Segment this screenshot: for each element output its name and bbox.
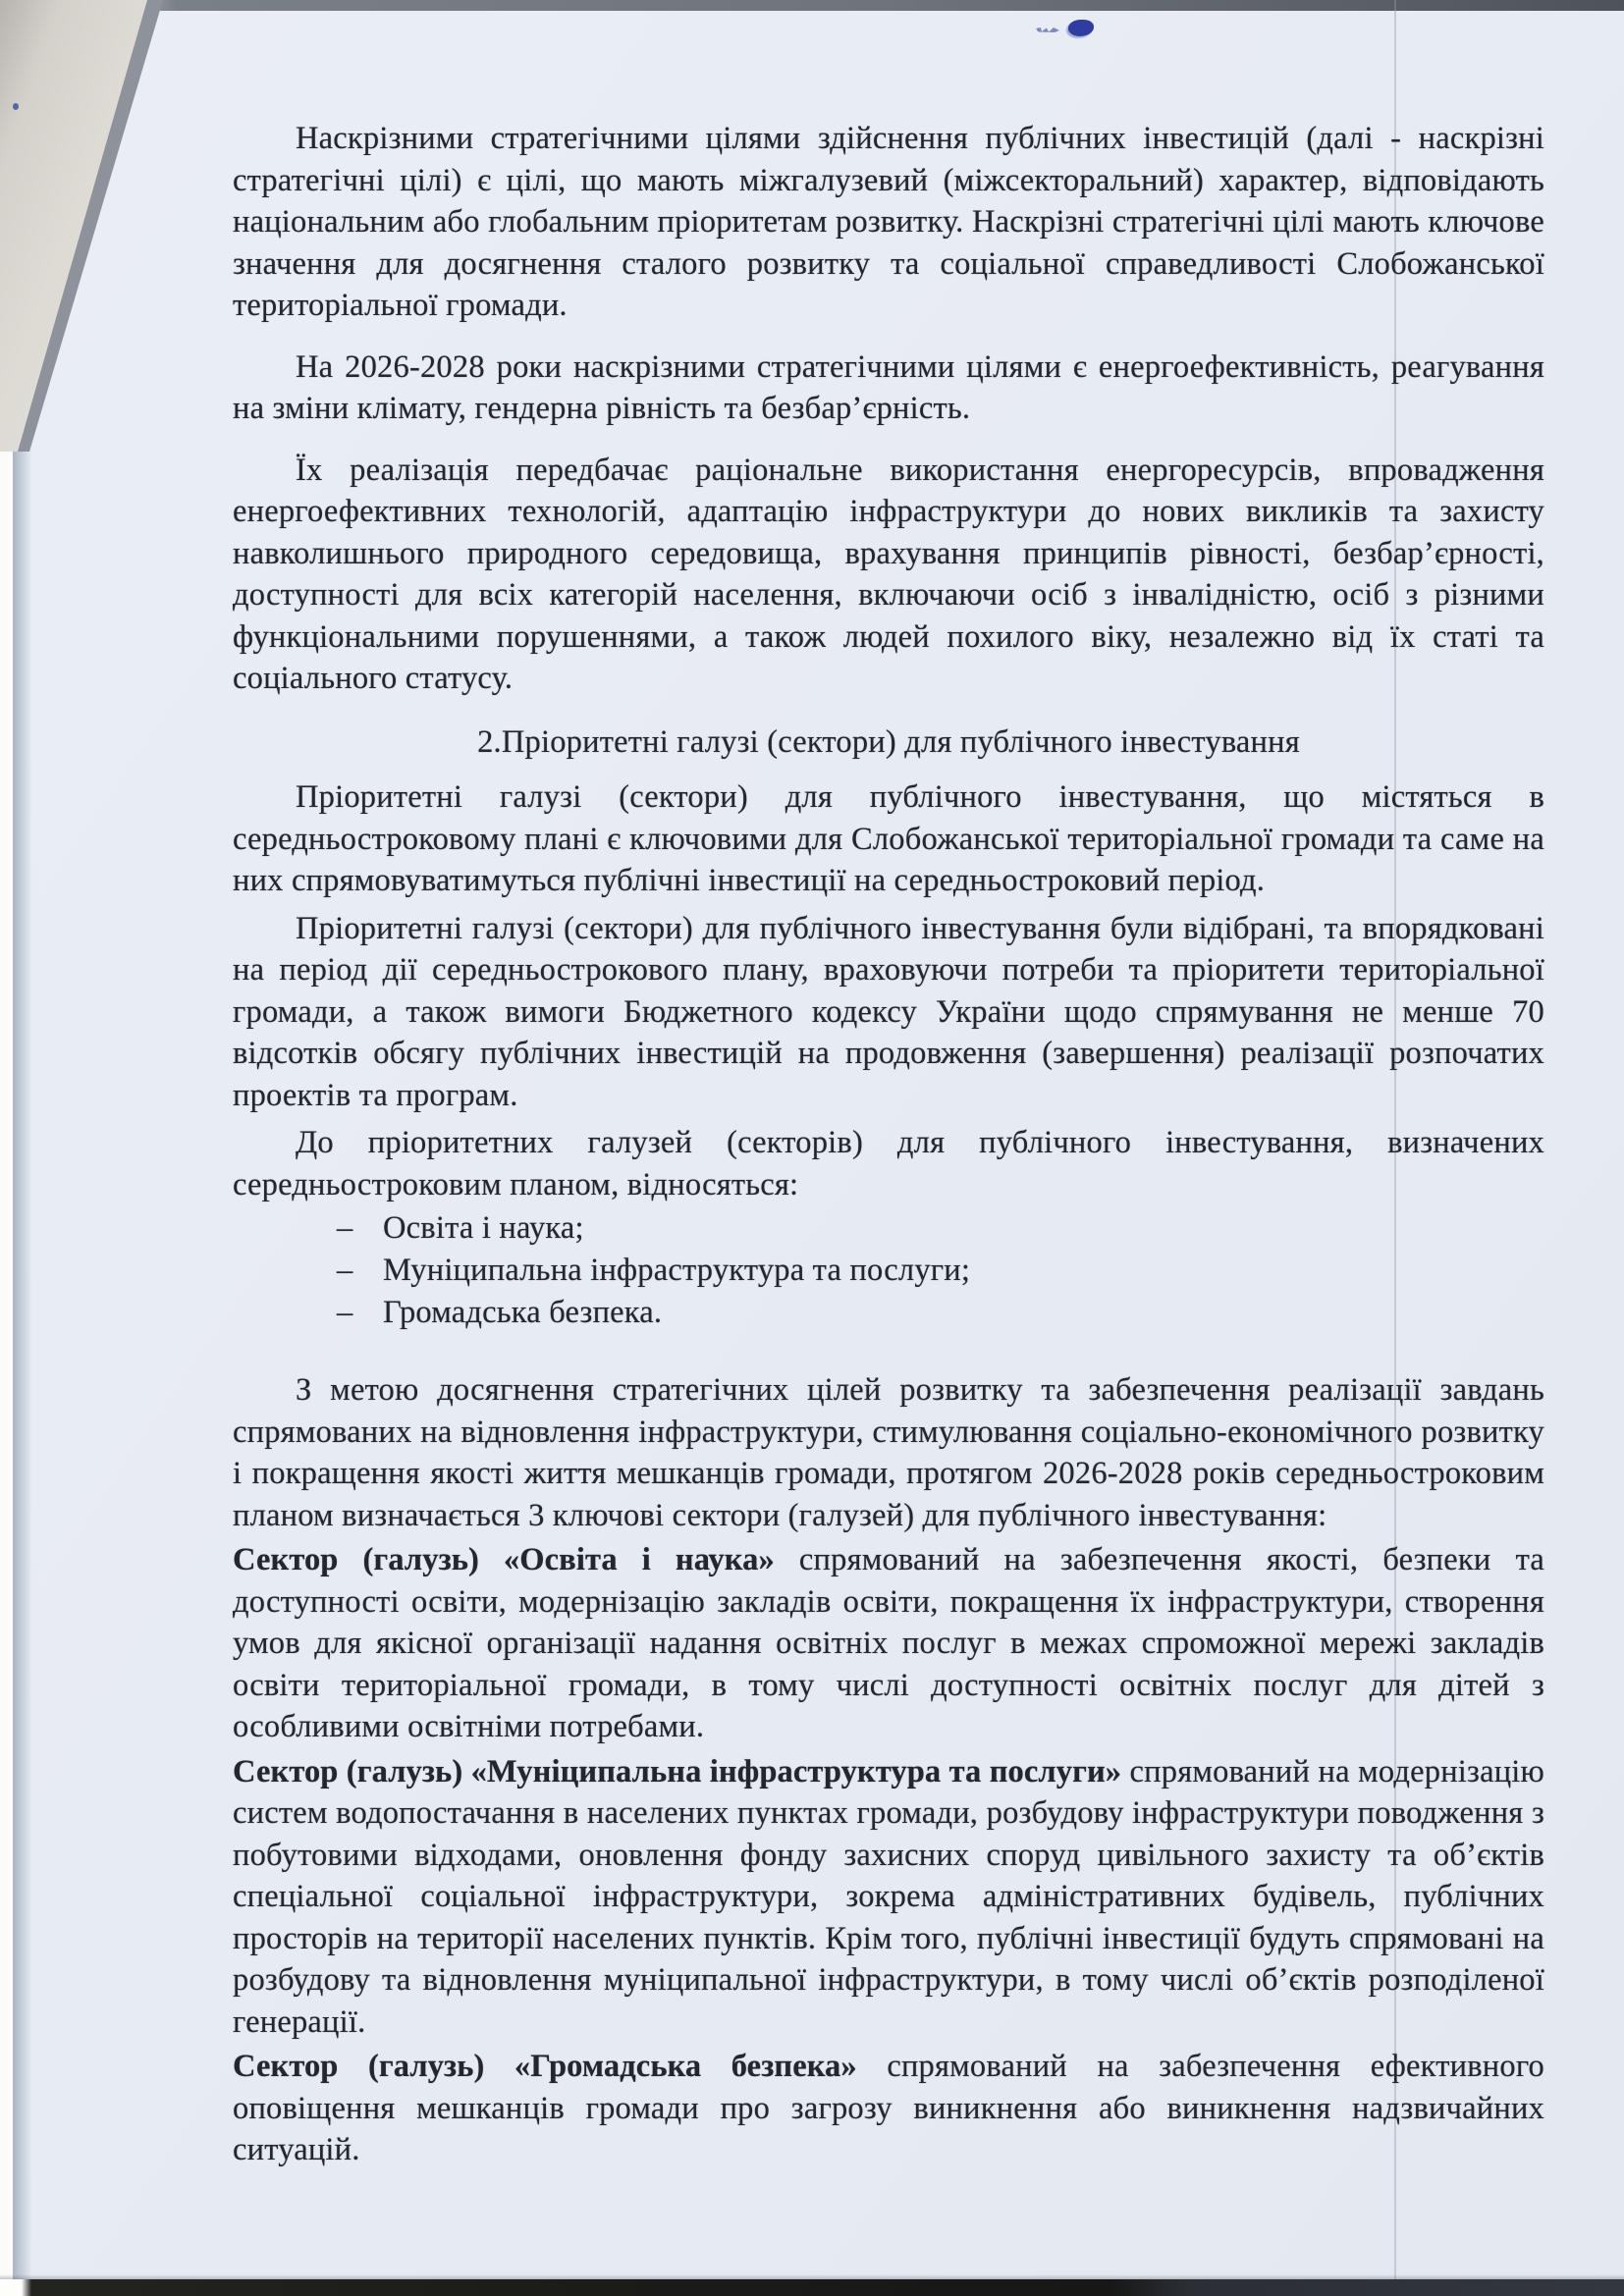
sector-education-name: Сектор (галузь) «Освіта і наука» <box>233 1542 775 1577</box>
list-item <box>233 1292 1544 1334</box>
paragraph-goals-2026-2028: На 2026-2028 роки наскрізними стратегічними цілями є енергоефективність, реагування на зміни клімату, гендерна рівність та безбар’єрність. <box>233 348 1544 426</box>
paragraph-priority-definition: Пріоритетні галузі (сектори) для публічного інвестування, що містяться в середньостроковому плані є ключовими для Слобожанської територіальної громади та саме на них спрямовуватимуться публічні інвестиції на середньостроковий період. <box>233 779 1544 898</box>
list-item <box>233 1250 1544 1292</box>
sector-safety-description: спрямований на забезпечення ефективного оповіщення мешканців громади про загрозу виникнення або виникнення надзвичайних ситуацій. <box>233 2049 1544 2167</box>
paragraph-list-intro: До пріоритетних галузей (секторів) для публічного інвестування, визначених середньостроковим планом, відносяться: <box>233 1125 1544 1202</box>
list-item-label: Освіта і наука; <box>383 1210 584 1246</box>
paragraph-sector-municipal <box>233 1751 1544 2044</box>
paragraph-sector-education <box>233 1539 1544 1748</box>
list-item-label: Муніципальна інфраструктура та послуги; <box>383 1253 971 1288</box>
list-item <box>233 1207 1544 1250</box>
sector-municipal-name: Сектор (галузь) «Муніципальна інфраструктура та послуги» <box>233 1753 1122 1789</box>
left-edge-ink-dot <box>13 103 19 110</box>
scan-bottom-edge-shadow <box>0 2279 1624 2296</box>
paragraph-purpose: З метою досягнення стратегічних цілей розвитку та забезпечення реалізації завдань спрямованих на відновлення інфраструктури, стимулювання соціально-економічного розвитку і покращення якості життя мешканців громади, протягом 2026-2028 років середньостроковим планом визначається 3 ключові сектори (галузей) для публічного інвестування: <box>233 1372 1544 1533</box>
sector-municipal-description: спрямований на модернізацію систем водопостачання в населених пунктах громади, розбудову інфраструктури поводження з побутовими відходами, оновлення фонду захисних споруд цивільного захисту та об’єктів спеціальної соціальної інфраструктури, зокрема адміністративних будівель, публічних просторів на території населених пунктів. Крім того, публічні інвестиції будуть спрямовані на розбудову та відновлення муніципальної інфраструктури, в тому числі об’єктів розподіленої генерації. <box>233 1753 1545 2040</box>
paragraph-sector-safety <box>233 2046 1544 2171</box>
paragraph-priority-selection: Пріоритетні галузі (сектори) для публічного інвестування були відібрані, та впорядковані на період дії середньострокового плану, враховуючи потреби та пріоритети територіальної громади, а також вимоги Бюджетного кодексу України щодо спрямування не менше 70 відсотків обсягу публічних інвестицій на продовження (завершення) реалізації розпочатих проектів та програм. <box>233 910 1544 1113</box>
sector-education-description: спрямований на забезпечення якості, безпеки та доступності освіти, модернізацію закладів освіти, покращення їх інфраструктури, створення умов для якісної організації надання освітніх послуг в межах спроможної мережі закладів освіти територіальної громади, в тому числі доступності освітніх послуг для дітей з особливими освітніми потребами. <box>233 1542 1545 1744</box>
priority-sectors-list <box>233 1207 1544 1334</box>
section-heading: 2.Пріоритетні галузі (сектори) для публічного інвестування <box>477 723 1300 760</box>
list-item-label: Громадська безпека. <box>383 1295 663 1330</box>
dash-marker: – <box>337 1210 353 1246</box>
sector-safety-name: Сектор (галузь) «Громадська безпека» <box>233 2049 857 2084</box>
paragraph-realization: Їх реалізація передбачає раціональне використання енергоресурсів, впровадження енергоефективних технологій, адаптацію інфраструктури до нових викликів та захисту навколишнього природного середовища, врахування принципів рівності, безбар’єрності, доступності для всіх категорій населення, включаючи осіб з інвалідністю, осіб з різними функціональними порушеннями, а також людей похилого віку, незалежно від їх статі та соціального статусу. <box>233 452 1544 696</box>
dash-marker: – <box>337 1295 353 1330</box>
document-body <box>233 0 1544 2171</box>
dash-marker: – <box>337 1253 353 1288</box>
paragraph-intro: Наскрізними стратегічними цілями здійснення публічних інвестицій (далі - наскрізні стратегічні цілі) є цілі, що мають міжгалузевий (міжсекторальний) характер, відповідають національним або глобальним пріоритетам розвитку. Наскрізні стратегічні цілі мають ключове значення для досягнення сталого розвитку та соціальної справедливості Слобожанської територіальної громади. <box>233 121 1544 323</box>
